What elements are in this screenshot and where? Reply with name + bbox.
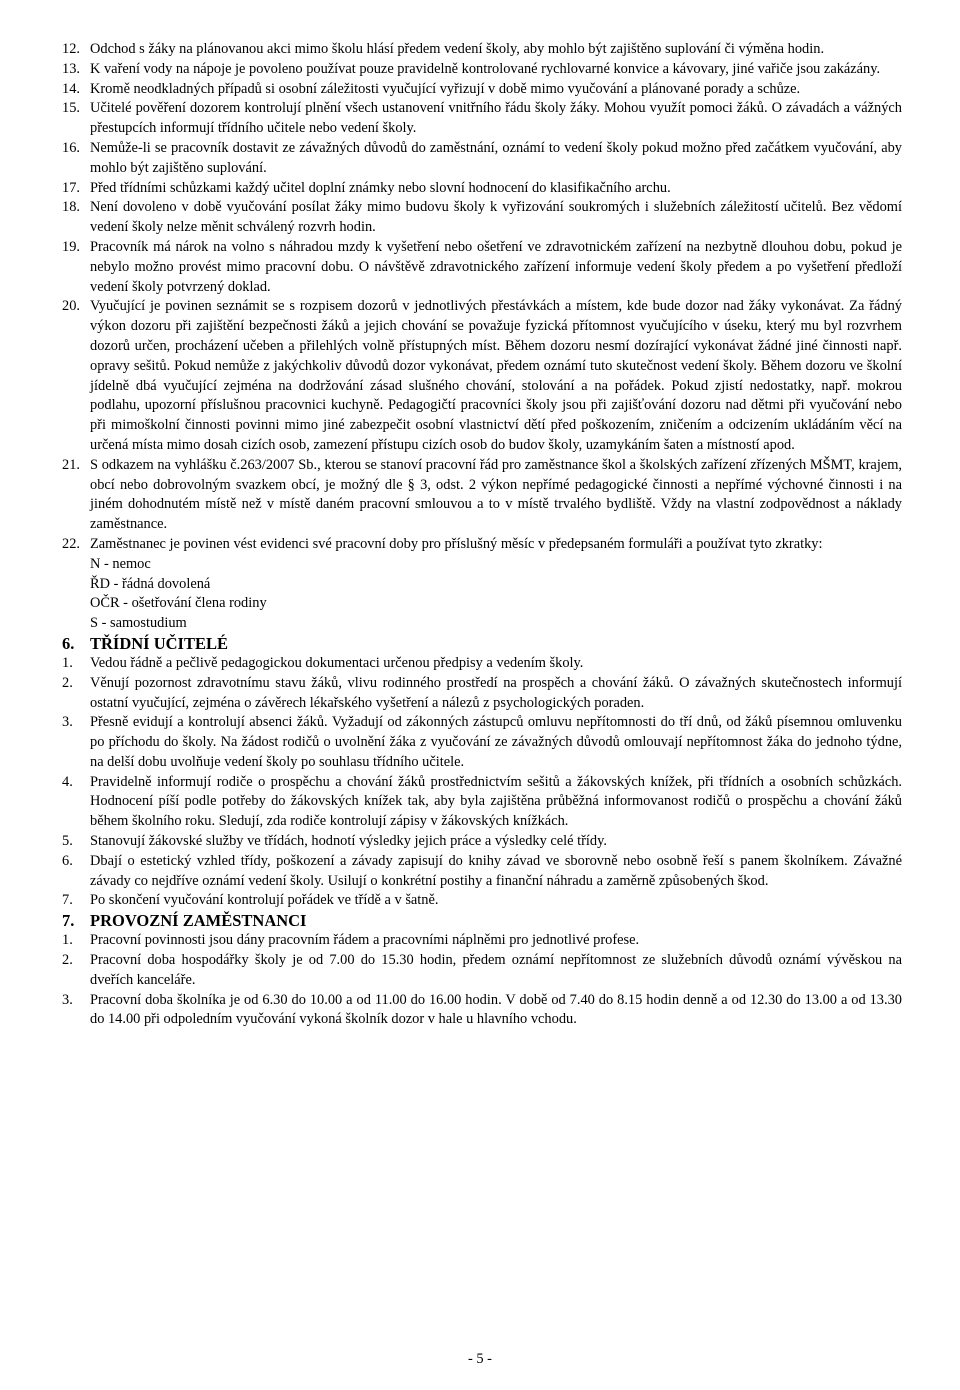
rules-list xyxy=(62,40,902,634)
list-item xyxy=(62,713,902,772)
list-item xyxy=(62,654,902,674)
item-text: Nemůže-li se pracovník dostavit ze závažných důvodů do zaměstnání, oznámí to vedení školy pokud možno před začátkem vyučování, aby mohlo být zajištěno suplování. xyxy=(90,139,902,176)
section-7-list xyxy=(62,931,902,1030)
item-number: 3. xyxy=(62,714,73,731)
item-text: Kromě neodkladných případů si osobní záležitosti vyučující vyřizují v době mimo vyučování a plánované porady a schůze. xyxy=(90,80,801,97)
item-number: 1. xyxy=(62,932,73,949)
list-item xyxy=(62,80,902,100)
list-item xyxy=(62,40,902,60)
item-number: 5. xyxy=(62,833,73,850)
item-text: Pracovní doba hospodářky školy je od 7.00 do 15.30 hodin, předem oznámí nepřítomnost ze služebních důvodů oznámí vývěskou na dveřích kanceláře. xyxy=(90,952,902,988)
item-text: Přesně evidují a kontrolují absenci žáků. Vyžadují od zákonných zástupců omluvu nepřítomnosti do tří dnů, od žáků písemnou omluvenku po příchodu do školy. Na žádost rodičů o uvolnění žáka z vyučování ze závažných důvodů omlouvají nepřítomnost žáka do jednoho týdne, na delší dobu uvolňuje vedení školy po souhlasu třídního učitele. xyxy=(90,714,902,770)
item-number: 2. xyxy=(62,952,73,969)
item-text: Před třídními schůzkami každý učitel doplní známky nebo slovní hodnocení do klasifikačního archu. xyxy=(90,179,671,196)
list-item xyxy=(62,951,902,991)
item-number: 16. xyxy=(62,139,80,156)
list-item xyxy=(62,991,902,1031)
item-number: 20. xyxy=(62,298,80,315)
item-text: Věnují pozornost zdravotnímu stavu žáků, vlivu rodinného prostředí na prospěch a chování žáků. O závažných skutečnostech informují ostatní vyučující, zejména o závěrech lékařského vyšetření a nálezů z psychologických poraden. xyxy=(90,674,902,711)
item-text: S odkazem na vyhlášku č.263/2007 Sb., kterou se stanoví pracovní řád pro zaměstnance škol a školských zařízení zřízených MŠMT, krajem, obcí nebo dobrovolným svazkem obcí, je možný dle § 3, odst. 2 výkon nepřímé pedagogické činnosti a nepřímé výchovné činnosti i na jiném dohodnutém místě než v místě daném pracovní smlouvou a to v místě trvalého bydliště. Vždy na vlastní zodpovědnost a náklady zaměstnance. xyxy=(90,456,902,533)
item-text: Není dovoleno v době vyučování posílat žáky mimo budovu školy k vyřizování soukromých i služebních záležitostí učitelů. Bez vědomí vedení školy nelze měnit schválený rozvrh hodin. xyxy=(90,199,902,236)
list-item xyxy=(62,198,902,238)
abbreviation: N - nemoc xyxy=(90,555,151,572)
item-number: 22. xyxy=(62,535,80,552)
abbreviation: ŘD - řádná dovolená xyxy=(90,575,211,592)
item-number: 3. xyxy=(62,991,73,1008)
item-text: Pravidelně informují rodiče o prospěchu a chování žáků prostřednictvím sešitů a žákovských knížek, při třídních a osobních schůzkách. Hodnocení píší podle potřeby do žákovských knížek tak, aby byla zajištěna průběžná informovanost rodičů o prospěchu a chování žáků během školního roku. Sledují, zda rodiče kontrolují zápisy v žákovských knížkách. xyxy=(90,773,902,830)
item-text: Dbají o estetický vzhled třídy, poškození a závady zapisují do knihy závad ve sborovně nebo osobně řeší s panem školníkem. Závažné závady co nejdříve oznámí vedení školy. Usilují o konkrétní postihy a finanční náhradu a zaměrně způsobených škod. xyxy=(90,852,902,889)
list-item xyxy=(62,99,902,139)
item-number: 7. xyxy=(62,892,73,909)
list-item xyxy=(62,931,902,951)
list-item xyxy=(62,674,902,714)
item-number: 21. xyxy=(62,456,80,473)
item-text: Pracovník má nárok na volno s náhradou mzdy k vyšetření nebo ošetření ve zdravotnickém zařízení na nezbytně dlouhou dobu, pokud je nebylo možno provést mimo pracovní dobu. O návštěvě zdravotnického zařízení informuje vedení školy předem a po vyšetření předloží vedení školy potvrzený doklad. xyxy=(90,238,902,295)
abbreviation: OČR - ošetřování člena rodiny xyxy=(90,595,267,612)
list-item xyxy=(62,139,902,179)
list-item xyxy=(62,832,902,852)
list-item xyxy=(62,891,902,911)
abbreviation: S - samostudium xyxy=(90,615,187,632)
item-number: 14. xyxy=(62,80,80,97)
section-title: PROVOZNÍ ZAMĚSTNANCI xyxy=(90,911,307,931)
page-number: - 5 - xyxy=(468,1351,492,1367)
item-number: 13. xyxy=(62,60,80,77)
section-title: TŘÍDNÍ UČITELÉ xyxy=(90,633,228,653)
item-text: Zaměstnanec je povinen vést evidenci své pracovní doby pro příslušný měsíc v předepsaném formuláři a používat tyto zkratky: xyxy=(90,535,823,552)
item-number: 4. xyxy=(62,773,73,790)
list-item xyxy=(62,60,902,80)
item-text: Vyučující je povinen seznámit se s rozpisem dozorů v jednotlivých přestávkách a místem, kde bude dozor nad žáky vykonávat. Za řádný výkon dozoru při zajištění bezpečnosti žáků a jejich chování se považuje fyzická přítomnost vyučujícího v úseku, který mu byl rozvrhem dozorů určen, procházení učeben a přilehlých volně přístupných míst. Během dozoru nesmí dozírající vykonávat žádné jiné činnosti např. opravy sešitů. Pokud nemůže z jakýchkoliv důvodů dozor vykonávat, předem oznámí tuto skutečnost vedení školy. Během dozoru ve školní jídelně dbá vyučující zejména na dodržování zásad slušného chování, stolování a na pořádek. Pokud zjistí nedostatky, např. mokrou podlahu, upozorní příslušnou pracovnici kuchyně. Pedagogičtí pracovníci školy jsou při zajišťování dozoru nad dětmi při vyučování nebo při mimoškolní činnosti povinni mimo jiné zabezpečit osobní vlastnictví dětí před poškozením, zničením a odcizením ukládáním věcí na určená místa mimo dosah cizích osob, zamezení přístupu cizích osob do budov školy, uzamykáním šaten a místností apod. xyxy=(90,298,902,453)
item-number: 18. xyxy=(62,199,80,216)
list-item xyxy=(62,852,902,892)
item-number: 2. xyxy=(62,674,73,691)
section-number: 6. xyxy=(62,633,75,653)
item-text: Učitelé pověření dozorem kontrolují plnění všech ustanovení vnitřního řádu školy žáky. Mohou využít pomoci žáků. O závadách a vážných přestupcích informují třídního učitele nebo vedení školy. xyxy=(90,100,902,137)
item-number: 12. xyxy=(62,41,80,57)
item-text: K vaření vody na nápoje je povoleno používat pouze pravidelně kontrolované rychlovarné konvice a kávovary, jiné vařiče jsou zakázány. xyxy=(90,60,881,77)
list-item xyxy=(62,535,902,634)
document-body xyxy=(62,40,902,1030)
item-text: Stanovují žákovské služby ve třídách, hodnotí výsledky jejich práce a výsledky celé třídy. xyxy=(90,833,607,850)
list-item xyxy=(62,456,902,535)
item-text: Pracovní povinnosti jsou dány pracovním řádem a pracovními náplněmi pro jednotlivé profese. xyxy=(90,932,640,949)
item-text: Odchod s žáky na plánovanou akci mimo školu hlásí předem vedení školy, aby mohlo být zajištěno suplování či výměna hodin. xyxy=(90,41,825,57)
list-item xyxy=(62,179,902,199)
item-number: 1. xyxy=(62,654,73,671)
item-number: 19. xyxy=(62,238,80,255)
list-item xyxy=(62,297,902,455)
item-number: 17. xyxy=(62,179,80,196)
item-text: Pracovní doba školníka je od 6.30 do 10.00 a od 11.00 do 16.00 hodin. V době od 7.40 do 8.15 hodin denně a od 12.30 do 13.00 a od 13.30 do 14.00 při odpoledním vyučování vykoná školník dozor v hale u hlavního vchodu. xyxy=(90,991,902,1028)
list-item xyxy=(62,238,902,297)
section-heading-6 xyxy=(62,634,902,654)
list-item xyxy=(62,773,902,832)
item-text: Po skončení vyučování kontrolují pořádek ve třídě a v šatně. xyxy=(90,892,439,909)
item-number: 6. xyxy=(62,852,73,869)
section-number: 7. xyxy=(62,911,75,931)
section-6-list xyxy=(62,654,902,911)
item-text: Vedou řádně a pečlivě pedagogickou dokumentaci určenou předpisy a vedením školy. xyxy=(90,654,584,671)
section-heading-7 xyxy=(62,911,902,931)
item-number: 15. xyxy=(62,100,80,117)
item-text-with-abbreviations xyxy=(90,535,902,634)
